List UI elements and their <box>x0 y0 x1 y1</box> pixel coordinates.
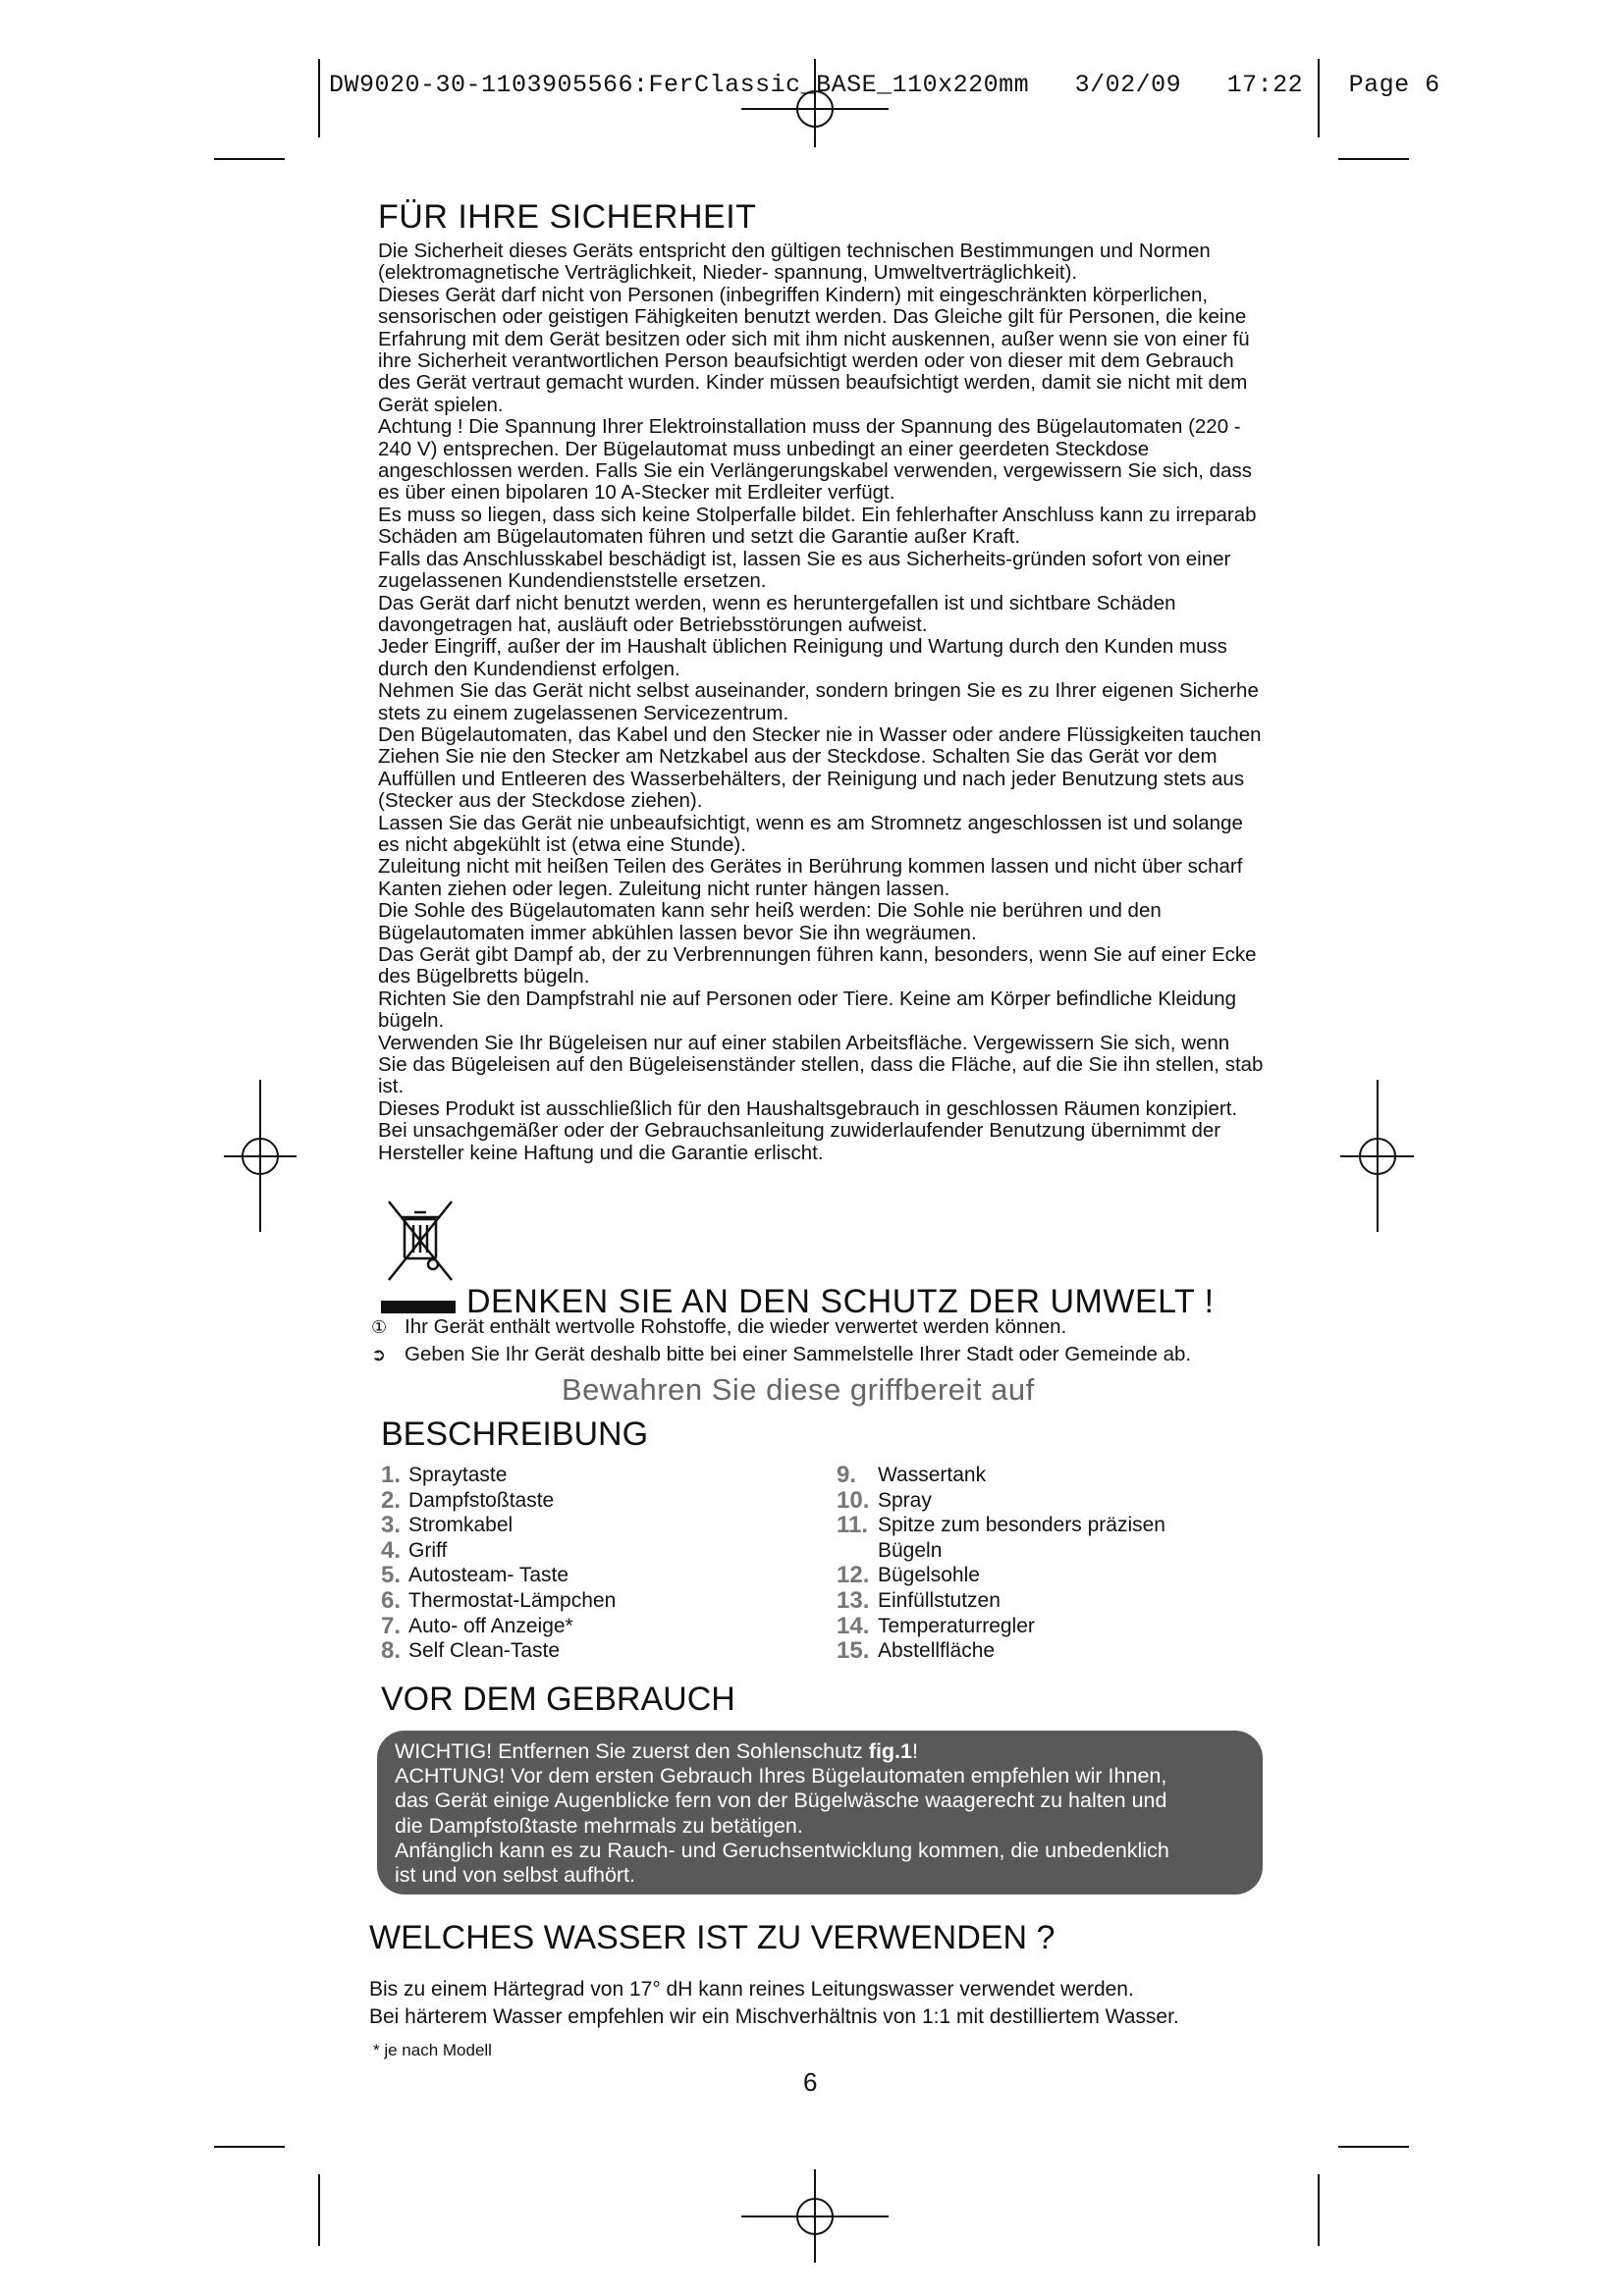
safety-line: Ziehen Sie nie den Stecker am Netzkabel aus der Steckdose. Schalten Sie das Gerät vor dem <box>378 745 1218 769</box>
environment-line-1: ① Ihr Gerät enthält wertvolle Rohstoffe, die wieder verwertet werden können. <box>371 1315 1067 1338</box>
water-line-1: Bis zu einem Härtegrad von 17° dH kann reines Leitungswasser verwendet werden. <box>369 1978 1134 2001</box>
figure-ref: fig.1 <box>868 1739 912 1763</box>
safety-line: Sie das Bügeleisen auf den Bügeleisenständer stellen, dass die Fläche, auf die Sie ihn stellen, stab <box>378 1053 1264 1077</box>
safety-line: 240 V) entsprechen. Der Bügelautomat muss unbedingt an einer geerdeten Steckdose <box>378 437 1150 460</box>
safety-line: Bei unsachgemäßer oder der Gebrauchsanleitung zuwiderlaufender Benutzung übernimmt der <box>378 1119 1221 1143</box>
list-item: 14. Temperaturregler <box>837 1612 1035 1639</box>
list-item: 6. Thermostat-Lämpchen <box>381 1586 617 1614</box>
description-list-right <box>837 1463 1165 1664</box>
safety-line: angeschlossen werden. Falls Sie ein Verlängerungskabel verwenden, vergewissern Sie sich, dass <box>378 459 1252 483</box>
list-item: 10. Spray <box>837 1486 932 1514</box>
safety-line: des Bügelbretts bügeln. <box>378 965 590 988</box>
list-item: 11. Spitze zum besonders präzisen <box>837 1512 1165 1539</box>
safety-line: Richten Sie den Dampfstrahl nie auf Personen oder Tiere. Keine am Körper befindliche Kleidung <box>378 987 1237 1010</box>
safety-line: ihre Sicherheit verantwortlichen Person beaufsichtigt werden oder von dieser mit dem Gebrauch <box>378 349 1234 373</box>
safety-line: Lassen Sie das Gerät nie unbeaufsichtigt, wenn es am Stromnetz angeschlossen ist und solange <box>378 811 1243 834</box>
safety-line: Kanten ziehen oder legen. Zuleitung nicht runter hängen lassen. <box>378 877 950 900</box>
safety-line: Gerät spielen. <box>378 393 504 416</box>
safety-line: Das Gerät darf nicht benutzt werden, wenn es heruntergefallen ist und sichtbare Schäden <box>378 591 1176 614</box>
list-item: 9. Wassertank <box>837 1462 987 1488</box>
important-note-box <box>377 1731 1263 1895</box>
page-number: 6 <box>803 2067 818 2097</box>
safety-line: Zuleitung nicht mit heißen Teilen des Gerätes in Berührung kommen lassen und nicht über scharf <box>378 855 1243 879</box>
list-item: 1. Spraytaste <box>381 1462 508 1488</box>
list-item: 13. Einfüllstutzen <box>837 1586 1001 1614</box>
safety-line: Falls das Anschlusskabel beschädigt ist, lassen Sie es aus Sicherheits-gründen sofort von einer <box>378 547 1231 570</box>
safety-line: Dieses Gerät darf nicht von Personen (inbegriffen Kindern) mit eingeschränkten körperlichen, <box>378 283 1209 306</box>
note-line: die Dampfstoßtaste mehrmals zu betätigen. <box>395 1813 803 1838</box>
safety-line: Das Gerät gibt Dampf ab, der zu Verbrennungen führen kann, besonders, wenn Sie auf einer Ecke <box>378 943 1257 966</box>
environment-line-2: ➲ Geben Sie Ihr Gerät deshalb bitte bei einer Sammelstelle Ihrer Stadt oder Gemeinde ab. <box>371 1343 1192 1365</box>
arrow-icon: ➲ <box>371 1345 387 1364</box>
safety-line: Dieses Produkt ist ausschließlich für den Haushaltsgebrauch in geschlossen Räumen konzipiert. <box>378 1096 1238 1120</box>
list-item: 3. Stromkabel <box>381 1512 514 1539</box>
safety-line: Den Bügelautomaten, das Kabel und den Stecker nie in Wasser oder andere Flüssigkeiten tauchen <box>378 722 1262 746</box>
list-item: 15. Abstellfläche <box>837 1637 996 1665</box>
list-item: 8. Self Clean-Taste <box>381 1637 561 1665</box>
list-item: 12. Bügelsohle <box>837 1562 980 1589</box>
before-use-title: VOR DEM GEBRAUCH <box>381 1681 735 1718</box>
safety-line: davongetragen hat, ausläuft oder Betriebsstörungen aufweist. <box>378 613 928 636</box>
safety-line: es über einen bipolaren 10 A-Stecker mit Erdleiter verfügt. <box>378 481 895 505</box>
safety-line: bügeln. <box>378 1009 445 1033</box>
description-title: BESCHREIBUNG <box>381 1415 649 1453</box>
safety-line: des Gerät vertraut gemacht wurden. Kinder müssen beaufsichtigt werden, damit sie nicht mit dem <box>378 371 1248 395</box>
info-icon: ① <box>371 1317 388 1337</box>
list-item: Bügeln <box>878 1538 943 1562</box>
safety-line: zugelassenen Kundendienststelle ersetzen. <box>378 569 767 593</box>
water-line-2: Bei härterem Wasser empfehlen wir ein Mischverhältnis von 1:1 mit destilliertem Wasser. <box>369 2005 1179 2028</box>
safety-body <box>378 240 1370 1164</box>
safety-line: Jeder Eingriff, außer der im Haushalt üblichen Reinigung und Wartung durch den Kunden muss <box>378 635 1227 659</box>
environment-title: DENKEN SIE AN DEN SCHUTZ DER UMWELT ! <box>466 1283 1215 1320</box>
note-line: Anfänglich kann es zu Rauch- und Geruchsentwicklung kommen, die unbedenklich <box>395 1838 1169 1862</box>
safety-line: Achtung ! Die Spannung Ihrer Elektroinstallation muss der Spannung des Bügelautomaten (220 - <box>378 415 1241 439</box>
safety-line: Auffüllen und Entleeren des Wasserbehälters, der Reinigung und nach jeder Benutzung stets aus <box>378 767 1245 790</box>
footnote: * je nach Modell <box>373 2041 492 2059</box>
safety-line: (Stecker aus der Steckdose ziehen). <box>378 789 703 813</box>
safety-title: FÜR IHRE SICHERHEIT <box>378 198 757 236</box>
safety-line: Bügelautomaten immer abkühlen lassen bevor Sie ihn wegräumen. <box>378 921 977 944</box>
safety-line: Hersteller keine Haftung und die Garantie erlischt. <box>378 1141 824 1164</box>
section-bar <box>381 1301 456 1313</box>
keep-note: Bewahren Sie diese griffbereit auf <box>562 1372 1035 1407</box>
safety-line: Die Sicherheit dieses Geräts entspricht den gültigen technischen Bestimmungen und Normen <box>378 240 1211 262</box>
safety-line: Nehmen Sie das Gerät nicht selbst auseinander, sondern bringen Sie es zu Ihrer eigenen Sicherhe <box>378 679 1259 703</box>
note-line: ist und von selbst aufhört. <box>395 1863 636 1888</box>
safety-line: Es muss so liegen, dass sich keine Stolperfalle bildet. Ein fehlerhafter Anschluss kann zu irreparab <box>378 503 1257 526</box>
safety-line: Die Sohle des Bügelautomaten kann sehr heiß werden: Die Sohle nie berühren und den <box>378 899 1162 923</box>
safety-line: es nicht abgekühlt ist (etwa eine Stunde). <box>378 832 746 856</box>
list-item: 2. Dampfstoßtaste <box>381 1486 555 1514</box>
safety-line: (elektromagnetische Verträglichkeit, Nieder- spannung, Umweltverträglichkeit). <box>378 261 1078 285</box>
safety-line: sensorischen oder geistigen Fähigkeiten benutzt werden. Das Gleiche gilt für Personen, die keine <box>378 305 1247 329</box>
note-line: ACHTUNG! Vor dem ersten Gebrauch Ihres Bügelautomaten empfehlen wir Ihnen, <box>395 1764 1167 1789</box>
print-header: DW9020-30-1103905566:FerClassic_BASE_110x220mm 3/02/09 17:22 Page 6 <box>329 71 1440 99</box>
safety-line: stets zu einem zugelassenen Servicezentrum. <box>378 701 789 724</box>
safety-line: Verwenden Sie Ihr Bügeleisen nur auf einer stabilen Arbeitsfläche. Vergewissern Sie sich, wenn <box>378 1031 1230 1054</box>
crossed-bin-icon <box>381 1198 460 1286</box>
note-line: das Gerät einige Augenblicke fern von der Bügelwäsche waagerecht zu halten und <box>395 1789 1167 1813</box>
description-list-left <box>381 1463 616 1664</box>
safety-line: Schäden am Bügelautomaten führen und setzt die Garantie außer Kraft. <box>378 525 1021 549</box>
safety-line: ist. <box>378 1075 405 1098</box>
list-item: 4. Griff <box>381 1536 448 1564</box>
water-title: WELCHES WASSER IST ZU VERWENDEN ? <box>369 1919 1056 1956</box>
note-line: WICHTIG! Entfernen Sie zuerst den Sohlenschutz fig.1! <box>395 1739 918 1763</box>
safety-line: Erfahrung mit dem Gerät besitzen oder sich mit ihm nicht auskennen, außer wenn sie von einer fü <box>378 327 1250 350</box>
list-item: 5. Autosteam- Taste <box>381 1562 569 1589</box>
list-item: 7. Auto- off Anzeige* <box>381 1612 573 1639</box>
safety-line: durch den Kundendienst erfolgen. <box>378 657 680 680</box>
